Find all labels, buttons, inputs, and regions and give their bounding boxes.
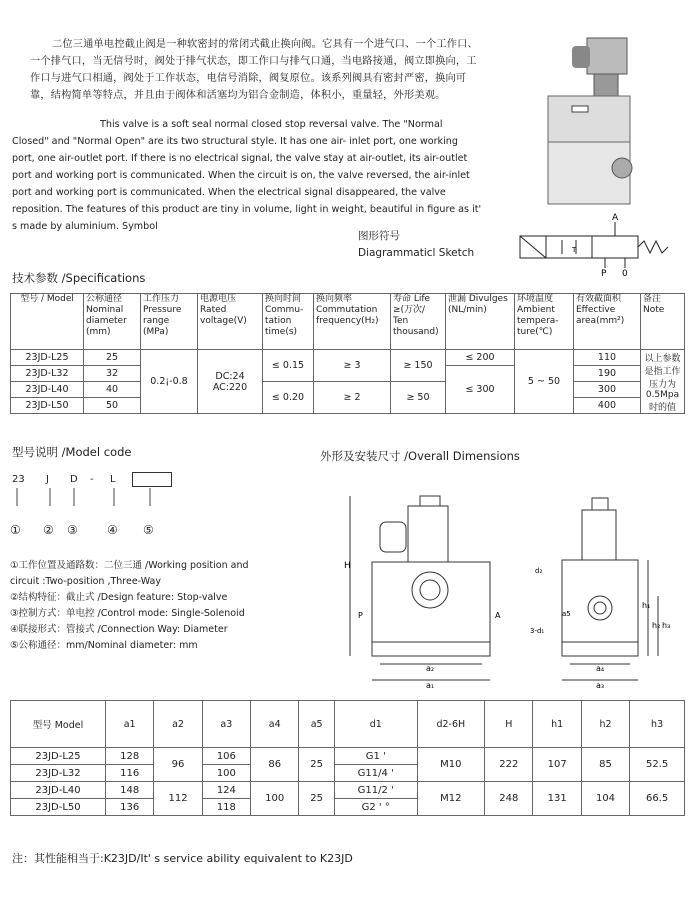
dim-h3: 66.5 xyxy=(630,782,685,816)
dim-hdr: a2 xyxy=(154,701,202,748)
label-a2: a₂ xyxy=(426,664,435,673)
hdr-model: 型号 / Model xyxy=(11,294,84,350)
circle-1: ① xyxy=(10,523,21,537)
voltage-value: DC:24 AC:220 xyxy=(198,350,263,414)
dim-model: 23JD-L25 xyxy=(11,748,106,765)
dimensions-table xyxy=(10,700,685,816)
hdr-note: 备注 Note xyxy=(641,294,685,350)
dim-hdr: d2-6H xyxy=(417,701,485,748)
hdr-leak: 泄漏 Divulges (NL/min) xyxy=(446,294,515,350)
legend-line: ②结构特征：截止式 /Design feature: Stop-valve xyxy=(10,592,228,603)
dim-model: 23JD-L40 xyxy=(11,782,106,799)
dim-a4: 86 xyxy=(251,748,299,782)
circle-2: ② xyxy=(43,523,54,537)
label-a: A xyxy=(495,611,501,620)
model-code-legend xyxy=(10,558,310,654)
hdr-pressure: 工作压力 Pressure range (MPa) xyxy=(141,294,198,350)
dim-a3: 124 xyxy=(202,782,250,799)
circle-5: ⑤ xyxy=(143,523,154,537)
row-model: 23JD-L40 xyxy=(11,382,84,398)
row-model: 23JD-L32 xyxy=(11,366,84,382)
port-t-label: T xyxy=(572,246,577,254)
dim-model: 23JD-L32 xyxy=(11,765,106,782)
dim-a4: 100 xyxy=(251,782,299,816)
dim-a1: 116 xyxy=(106,765,154,782)
table-row xyxy=(11,350,685,366)
dim-hdr: a5 xyxy=(299,701,335,748)
dim-hdr: a3 xyxy=(202,701,250,748)
hdr-dia: 公称通径 Nominal diameter (mm) xyxy=(84,294,141,350)
model-code-heading: 型号说明 /Model code xyxy=(12,445,132,459)
row-dia: 25 xyxy=(84,350,141,366)
valve-symbol-sketch xyxy=(510,212,675,277)
row-area: 400 xyxy=(574,398,641,414)
symbol-label-en: Diagrammaticl Sketch xyxy=(358,247,475,259)
label-h2: h₂ xyxy=(652,621,661,630)
dim-hdr: h3 xyxy=(630,701,685,748)
row-area: 300 xyxy=(574,382,641,398)
specs-table xyxy=(10,293,685,414)
pressure-value: 0.2¡-0.8 xyxy=(141,350,198,414)
label-a3: a₃ xyxy=(596,681,605,690)
freq-a: ≥ 3 xyxy=(314,350,391,382)
dim-hdr: h1 xyxy=(533,701,581,748)
dim-d1: G1 ' xyxy=(334,748,417,765)
specs-heading: 技术参数 /Specifications xyxy=(12,271,146,285)
dim-d2: M10 xyxy=(417,748,485,782)
dim-model: 23JD-L50 xyxy=(11,799,106,816)
life-a: ≥ 150 xyxy=(391,350,446,382)
row-area: 110 xyxy=(574,350,641,366)
dim-hdr: 型号 Model xyxy=(11,701,106,748)
dim-a2: 112 xyxy=(154,782,202,816)
dim-hdr: h2 xyxy=(581,701,629,748)
row-dia: 32 xyxy=(84,366,141,382)
port-o-label: 0 xyxy=(622,269,628,277)
symbol-label xyxy=(358,228,474,262)
dim-h1: 131 xyxy=(533,782,581,816)
time-b: ≤ 0.20 xyxy=(263,382,314,414)
hdr-temp: 环境温度 Ambient tempera- ture(℃) xyxy=(515,294,574,350)
overall-dimensions-drawing xyxy=(330,468,680,693)
leak-b: ≤ 300 xyxy=(446,366,515,414)
dim-a1: 148 xyxy=(106,782,154,799)
dim-a1: 136 xyxy=(106,799,154,816)
code-part: J xyxy=(46,474,49,485)
freq-b: ≥ 2 xyxy=(314,382,391,414)
dim-H: 222 xyxy=(485,748,533,782)
row-model: 23JD-L25 xyxy=(11,350,84,366)
note-value: 以上参数是指工作压力为 0.5Mpa 时的值 xyxy=(641,350,685,414)
row-area: 190 xyxy=(574,366,641,382)
hdr-voltage: 电源电压 Rated voltage(V) xyxy=(198,294,263,350)
code-part: - xyxy=(90,474,94,485)
table-row xyxy=(11,782,685,799)
dim-d2: M12 xyxy=(417,782,485,816)
temp-value: 5 ~ 50 xyxy=(515,350,574,414)
valve-photo xyxy=(532,30,644,210)
code-part: L xyxy=(110,474,116,485)
row-dia: 40 xyxy=(84,382,141,398)
dim-h2: 104 xyxy=(581,782,629,816)
legend-line: circuit :Two-position ,Three-Way xyxy=(10,576,161,587)
legend-line: ①工作位置及通路数：二位三通 /Working position and xyxy=(10,560,249,571)
legend-line: ⑤公称通径：mm/Nominal diameter: mm xyxy=(10,640,198,651)
hdr-life: 寿命 Life ≥(万次/ Ten thousand) xyxy=(391,294,446,350)
label-h3: h₃ xyxy=(662,621,671,630)
dim-h3: 52.5 xyxy=(630,748,685,782)
dim-h1: 107 xyxy=(533,748,581,782)
dim-h2: 85 xyxy=(581,748,629,782)
circle-4: ④ xyxy=(107,523,118,537)
dim-d1: G2 ' ° xyxy=(334,799,417,816)
label-d1: 3-d₁ xyxy=(530,627,545,635)
model-code-leaders xyxy=(12,488,162,514)
code-part: 23 xyxy=(12,474,25,485)
dim-hdr: d1 xyxy=(334,701,417,748)
dim-a3: 100 xyxy=(202,765,250,782)
table-row xyxy=(11,382,685,398)
legend-line: ④联接形式：管接式 /Connection Way: Diameter xyxy=(10,624,228,635)
label-a1: a₁ xyxy=(426,681,435,690)
leak-a: ≤ 200 xyxy=(446,350,515,366)
legend-line: ③控制方式：单电控 /Control mode: Single-Solenoid xyxy=(10,608,245,619)
label-p: P xyxy=(358,611,363,620)
dim-a5: 25 xyxy=(299,782,335,816)
dim-a5: 25 xyxy=(299,748,335,782)
table-row xyxy=(11,748,685,765)
label-h: H xyxy=(344,561,351,571)
code-part: D xyxy=(70,474,78,485)
dim-H: 248 xyxy=(485,782,533,816)
hdr-area: 有效截面积 Effective area(mm²) xyxy=(574,294,641,350)
circle-3: ③ xyxy=(67,523,78,537)
intro-english: This valve is a soft seal normal closed stop reversal valve. The "Normal Closed" and "Normal Open" are its two structural style. It has one air- inlet port, one working port, one air-outlet port. If there is no electrical signal, the valve stay at air-outlet, its air-outlet port and working port is communicated. When the circuit is on, the valve reversed, the air-inlet port and working port is communicated. When the electrical signal disappeared, the valve reposition. The features of this product are tiny in volume, light in weight, beautiful in figure as it' s made by aluminium. Symbol xyxy=(12,119,482,232)
hdr-comm-time: 换向时间 Commu- tation time(s) xyxy=(263,294,314,350)
dim-a2: 96 xyxy=(154,748,202,782)
dim-a3: 106 xyxy=(202,748,250,765)
port-p-label: P xyxy=(601,269,607,277)
dim-hdr: a1 xyxy=(106,701,154,748)
label-a5: a5 xyxy=(562,610,571,618)
dim-hdr: a4 xyxy=(251,701,299,748)
dim-d1: G11/4 ' xyxy=(334,765,417,782)
row-model: 23JD-L50 xyxy=(11,398,84,414)
dim-d1: G11/2 ' xyxy=(334,782,417,799)
footnote: 注：其性能相当于:K23JD/It' s service ability equivalent to K23JD xyxy=(12,852,353,865)
dim-hdr: H xyxy=(485,701,533,748)
hdr-comm-freq: 换向频率 Commutation frequency(H₂) xyxy=(314,294,391,350)
code-box xyxy=(132,472,172,487)
overall-heading: 外形及安装尺寸 /Overall Dimensions xyxy=(320,449,520,463)
row-dia: 50 xyxy=(84,398,141,414)
label-h1: h₁ xyxy=(642,601,651,610)
port-a-label: A xyxy=(612,213,619,223)
time-a: ≤ 0.15 xyxy=(263,350,314,382)
label-a4: a₄ xyxy=(596,664,605,673)
dim-a1: 128 xyxy=(106,748,154,765)
symbol-label-cn: 图形符号 xyxy=(358,230,400,242)
life-b: ≥ 50 xyxy=(391,382,446,414)
dim-a3: 118 xyxy=(202,799,250,816)
intro-chinese: 二位三通单电控截止阀是一种软密封的常闭式截止换向阀。它具有一个进气口、一个工作口、一个排气口，当无信号时，阀处于排气状态，即工作口与排气口通，当电路接通，阀立即换向，工作口与进气口相通，阀处于工作状态，电信号消除，阀复原位。该系列阀具有密封严密，换向可靠，结构简单等特点，并且由于阀体和活塞均为铝合金制造，体积小，重量轻，外形美观。 xyxy=(30,39,478,101)
label-d2: d₂ xyxy=(535,567,543,575)
